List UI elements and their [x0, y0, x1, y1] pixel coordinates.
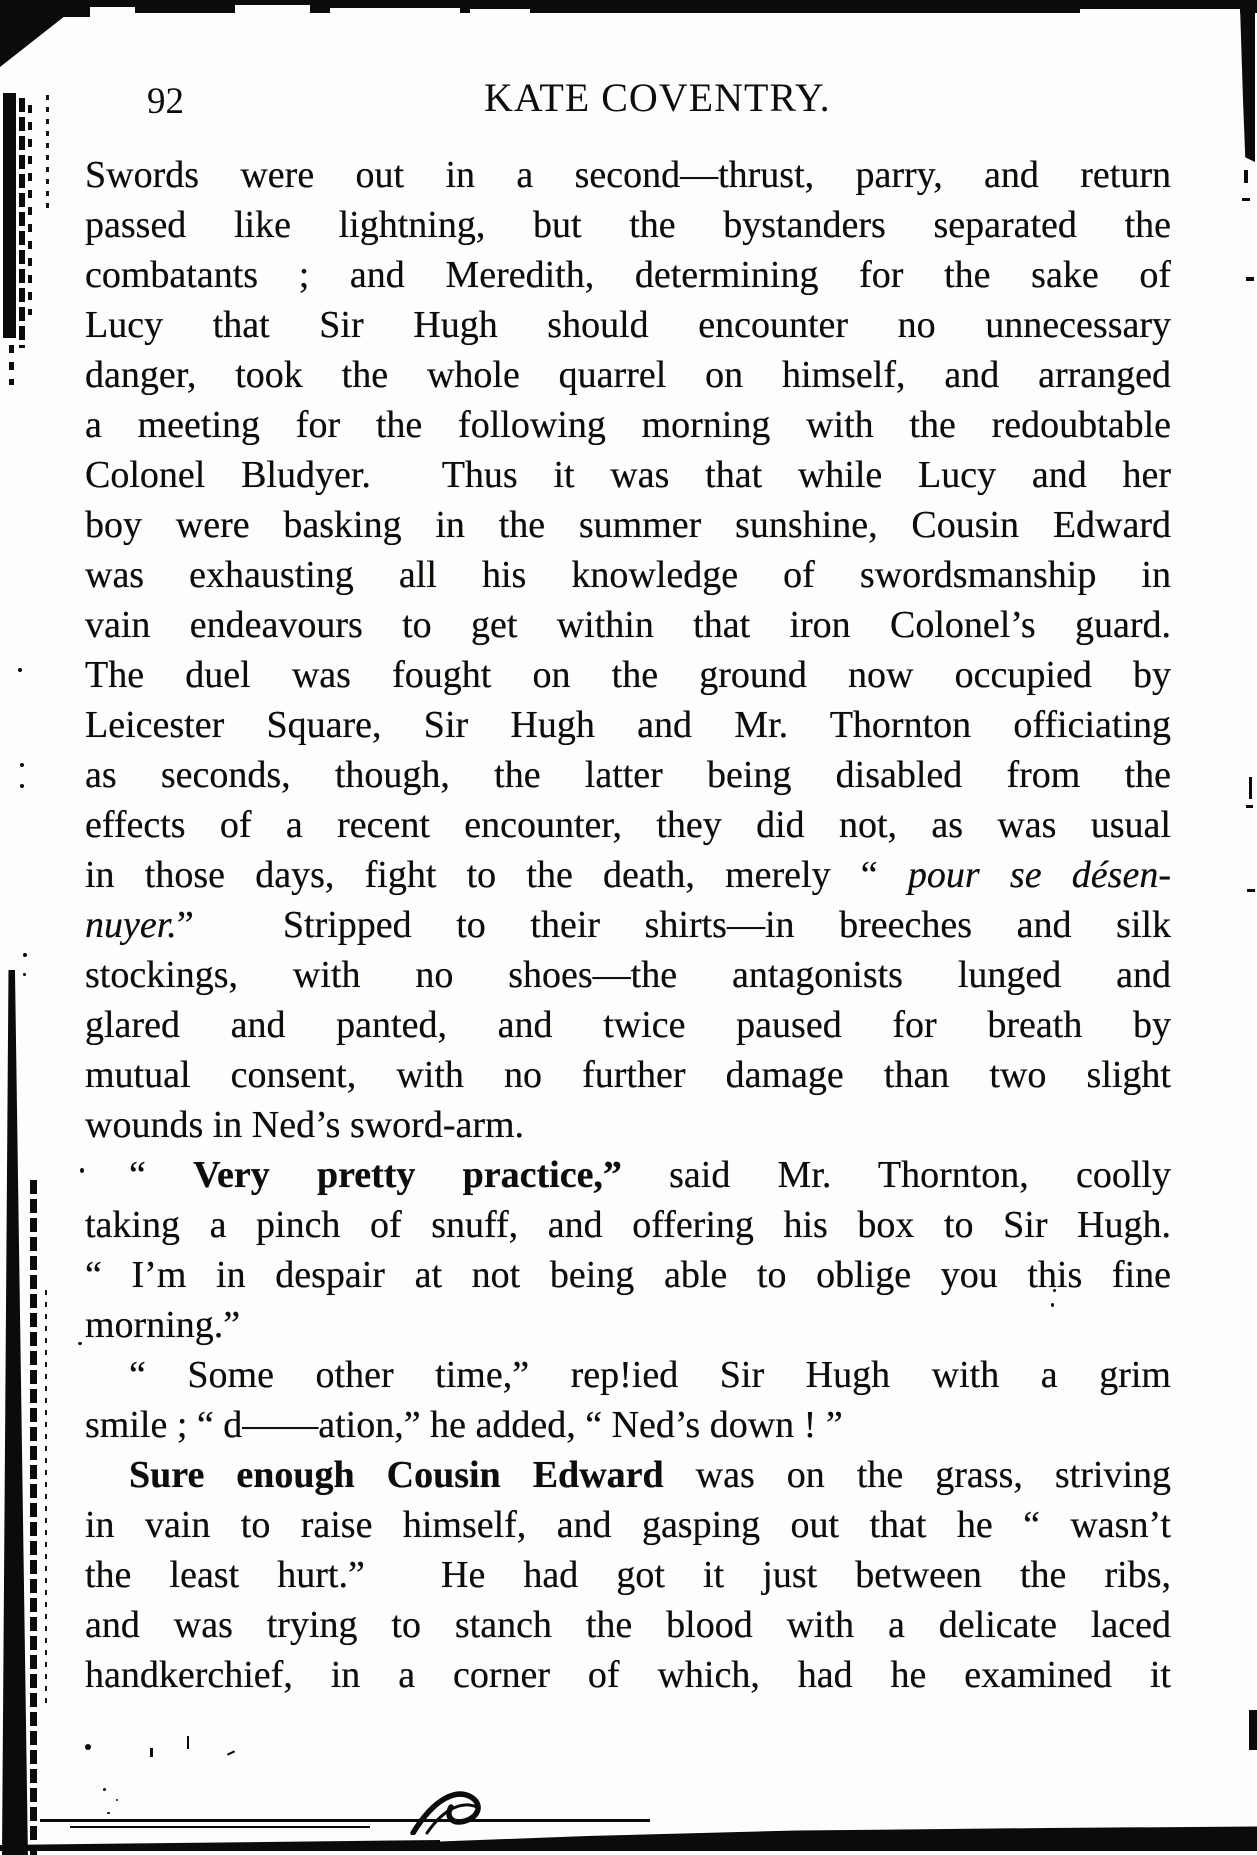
text-segment: “ [129, 1154, 194, 1196]
scan-artifact-bottom-rule [40, 1819, 650, 1822]
text-segment: morning.” [85, 1304, 241, 1346]
scan-artifact-speck [20, 784, 24, 788]
scan-artifact-left-streak [30, 1180, 37, 1855]
text-line: “ Some other time,” rep!ied Sir Hugh with a grim [129, 1354, 1171, 1396]
scan-artifact-swirl [405, 1783, 515, 1835]
scan-artifact-tick [187, 1736, 189, 1749]
text-line: and was trying to stanch the blood with a delicate laced [85, 1604, 1171, 1646]
scan-artifact-speck [23, 953, 27, 957]
text-line: danger, took the whole quarrel on himself, and arranged [85, 354, 1171, 396]
text-segment: wounds in Ned’s sword-arm. [85, 1104, 525, 1146]
scan-artifact-right-dash [1246, 805, 1253, 808]
scan-artifact-speck [20, 763, 24, 767]
scan-artifact-right-dash [1246, 277, 1254, 281]
scan-artifact-corner-wedge [0, 12, 70, 67]
text-segment: in those days, fight to the death, merely “ [85, 854, 908, 896]
text-line: mutual consent, with no further damage than two slight [85, 1054, 1171, 1096]
text-segment: ” Stripped to their shirts—in breeches and silk [176, 904, 1171, 946]
scan-artifact-top-notch [90, 7, 135, 13]
text-line: in vain to raise himself, and gasping out that he “ wasn’t [85, 1504, 1171, 1546]
scan-artifact-right-dash [1247, 889, 1255, 892]
text-line [85, 1150, 1171, 1200]
scan-artifact-speck [18, 668, 22, 672]
text-line: passed like lightning, but the bystanders separated the [85, 204, 1171, 246]
text-line: Lucy that Sir Hugh should encounter no unnecessary [85, 304, 1171, 346]
scan-artifact-top-notch [235, 5, 310, 13]
text-line: Colonel Bludyer. Thus it was that while Lucy and her [85, 454, 1171, 496]
text-line: Swords were out in a second—thrust, parry, and return [85, 154, 1171, 196]
text-line: boy were basking in the summer sunshine, Cousin Edward [85, 504, 1171, 546]
text-line [85, 1100, 1171, 1150]
text-line [85, 900, 1171, 950]
scan-artifact-top-notch [470, 9, 530, 13]
text-line: combatants ; and Meredith, determining for the sake of [85, 254, 1171, 296]
text-line: a meeting for the following morning with the redoubtable [85, 404, 1171, 446]
scan-artifact-right-tick [1249, 777, 1252, 799]
scan-artifact-bottom-bar-left [0, 1840, 440, 1851]
scan-artifact-right-dash [1242, 198, 1250, 201]
scan-artifact-top-notch [1080, 9, 1240, 13]
scan-artifact-left-hairline [46, 95, 49, 215]
scan-artifact-speck [85, 1744, 91, 1750]
text-line [85, 1300, 1171, 1350]
text-line: taking a pinch of snuff, and offering his box to Sir Hugh. [85, 1204, 1171, 1246]
text-segment: Sure enough Cousin Edward [129, 1454, 664, 1496]
scan-artifact-speck [23, 973, 26, 976]
scan-artifact-left-streak [3, 93, 16, 338]
scan-artifact-right-blob [1249, 1710, 1257, 1750]
running-title: KATE COVENTRY. [484, 75, 831, 120]
text-line: as seconds, though, the latter being disabled from the [85, 754, 1171, 796]
scan-artifact-bottom-rule [70, 1826, 370, 1828]
scan-artifact-right-tick [1244, 170, 1248, 183]
text-line: The duel was fought on the ground now occupied by [85, 654, 1171, 696]
text-segment: Very pretty practice,” [193, 1154, 622, 1196]
text-line [85, 850, 1171, 900]
text-segment: said Mr. Thornton, coolly [621, 1154, 1171, 1196]
text-line: Leicester Square, Sir Hugh and Mr. Thornton officiating [85, 704, 1171, 746]
text-segment: smile ; “ d——ation,” he added, “ Ned’s down ! ” [85, 1404, 843, 1446]
text-line: glared and panted, and twice paused for breath by [85, 1004, 1171, 1046]
text-segment: was on the grass, striving [663, 1454, 1171, 1496]
scan-artifact-top-notch [330, 8, 460, 13]
scan-artifact-left-streak [28, 105, 32, 315]
text-line [85, 1450, 1171, 1500]
page-text [85, 150, 1171, 1700]
text-line: stockings, with no shoes—the antagonists lunged and [85, 954, 1171, 996]
text-line [85, 1400, 1171, 1450]
scan-artifact-tick [150, 1748, 153, 1757]
scan-artifact-speck [80, 1168, 84, 1173]
page-number: 92 [147, 81, 184, 122]
text-segment: pour se désen- [907, 854, 1171, 896]
scan-artifact-dash [227, 1750, 235, 1755]
scan-artifact-left-hairline [45, 1290, 47, 1710]
text-line: “ I’m in despair at not being able to oblige you this fine [85, 1254, 1171, 1296]
scan-artifact-top-bar [0, 0, 1257, 13]
scan-artifact-speck [103, 1788, 106, 1791]
scan-artifact-speck [116, 1799, 118, 1801]
text-line: effects of a recent encounter, they did not, as was usual [85, 804, 1171, 846]
scan-artifact-speck [107, 1812, 110, 1814]
text-line: the least hurt.” He had got it just between the ribs, [85, 1554, 1171, 1596]
text-segment: nuyer. [85, 904, 177, 946]
scan-artifact-right-bar [1240, 6, 1255, 162]
text-line: vain endeavours to get within that iron Colonel’s guard. [85, 604, 1171, 646]
scan-artifact-left-streak [19, 98, 25, 348]
scan-artifact-left-specks [9, 345, 14, 385]
text-line: handkerchief, in a corner of which, had he examined it [85, 1654, 1171, 1696]
scan-artifact-bottom-bar [420, 1826, 1257, 1851]
scan-artifact-speck [78, 1342, 82, 1345]
text-line: was exhausting all his knowledge of swordsmanship in [85, 554, 1171, 596]
